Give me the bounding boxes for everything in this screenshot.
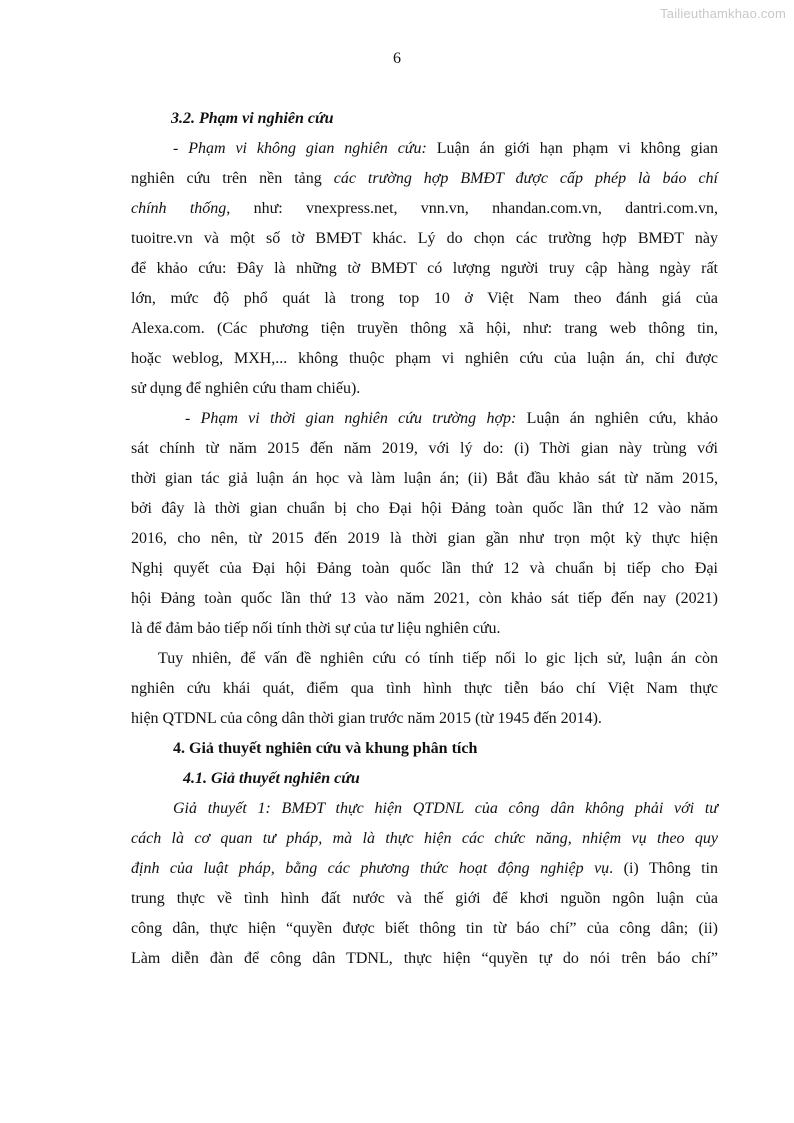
inline-text: nghiên cứu trên nền tảng (131, 170, 334, 187)
paragraph-line: cách là cơ quan tư pháp, mà là thực hiện các chức năng, nhiệm vụ theo quy (131, 830, 718, 847)
paragraph-line (131, 404, 718, 434)
paragraph-line: hoặc weblog, MXH,... không thuộc phạm vi nghiên cứu của luận án, chỉ được (131, 350, 718, 367)
paragraph-line: sát chính từ năm 2015 đến năm 2019, với lý do: (i) Thời gian này trùng với (131, 440, 718, 457)
paragraph-line: Làm diễn đàn để công dân TDNL, thực hiện “quyền tự do nói trên báo chí” (131, 950, 718, 967)
section-heading-3-2: 3.2. Phạm vi nghiên cứu (171, 110, 334, 127)
paragraph-line: hội Đảng toàn quốc lần thứ 13 vào năm 2021, còn khảo sát tiếp đến nay (2021) (131, 590, 718, 607)
paragraph-line (131, 854, 718, 884)
paragraph-line: để khảo cứu: Đây là những tờ BMĐT có lượng người truy cập hàng ngày rất (131, 260, 718, 277)
paragraph-line (131, 134, 718, 164)
inline-text: , như: vnexpress.net, vnn.vn, nhandan.com.vn, dantri.com.vn, (226, 200, 718, 217)
paragraph-line: hiện QTDNL của công dân thời gian trước năm 2015 (từ 1945 đến 2014). (131, 710, 602, 727)
inline-italic: - Phạm vi không gian nghiên cứu: (173, 140, 427, 157)
paragraph-line: bởi đây là thời gian chuẩn bị cho Đại hội Đảng toàn quốc lần thứ 12 vào năm (131, 500, 718, 517)
paragraph-line: sử dụng để nghiên cứu tham chiếu). (131, 380, 361, 397)
paragraph-line: là để đảm bảo tiếp nối tính thời sự của tư liệu nghiên cứu. (131, 620, 501, 637)
paragraph-line: Alexa.com. (Các phương tiện truyền thông xã hội, như: trang web thông tin, (131, 320, 718, 337)
inline-text: . (i) Thông tin (609, 860, 718, 877)
paragraph-line: tuoitre.vn và một số tờ BMĐT khác. Lý do chọn các trường hợp BMĐT này (131, 230, 718, 247)
inline-italic: chính thống (131, 200, 227, 217)
inline-italic: - Phạm vi thời gian nghiên cứu trường hợp: (185, 410, 517, 427)
section-heading-4-1: 4.1. Giả thuyết nghiên cứu (183, 770, 360, 787)
inline-text: Luận án giới hạn phạm vi không gian (426, 140, 718, 157)
paragraph-line: công dân, thực hiện “quyền được biết thông tin từ báo chí” của công dân; (ii) (131, 920, 718, 937)
document-body (131, 104, 718, 974)
inline-italic: định của luật pháp, bằng các phương thức hoạt động nghiệp vụ (131, 860, 610, 877)
inline-text: Luận án nghiên cứu, khảo (516, 410, 718, 427)
paragraph-line: thời gian tác giả luận án học và làm luận án; (ii) Bắt đầu khảo sát từ năm 2015, (131, 470, 718, 487)
page-number: 6 (393, 50, 401, 67)
paragraph-line: 2016, cho nên, từ 2015 đến 2019 là thời gian gần như trọn một kỳ thực hiện (131, 530, 718, 547)
inline-italic: các trường hợp BMĐT được cấp phép là báo chí (333, 170, 718, 187)
paragraph-line: lớn, mức độ phổ quát là trong top 10 ở Việt Nam theo đánh giá của (131, 290, 718, 307)
paragraph-line: nghiên cứu khái quát, điểm qua tình hình thực tiễn báo chí Việt Nam thực (131, 680, 718, 697)
watermark: Tailieuthamkhao.com (660, 6, 786, 21)
paragraph-line: trung thực về tình hình đất nước và thế giới để khơi nguồn ngôn luận của (131, 890, 718, 907)
paragraph-line: Tuy nhiên, để vấn đề nghiên cứu có tính tiếp nối lo gic lịch sử, luận án còn (158, 650, 718, 667)
paragraph-line (131, 194, 718, 224)
paragraph-line (131, 164, 718, 194)
paragraph-line: Nghị quyết của Đại hội Đảng toàn quốc lần thứ 12 và chuẩn bị tiếp cho Đại (131, 560, 718, 577)
paragraph-line: Giả thuyết 1: BMĐT thực hiện QTDNL của công dân không phải với tư (173, 800, 718, 817)
section-heading-4: 4. Giả thuyết nghiên cứu và khung phân tích (173, 740, 478, 757)
